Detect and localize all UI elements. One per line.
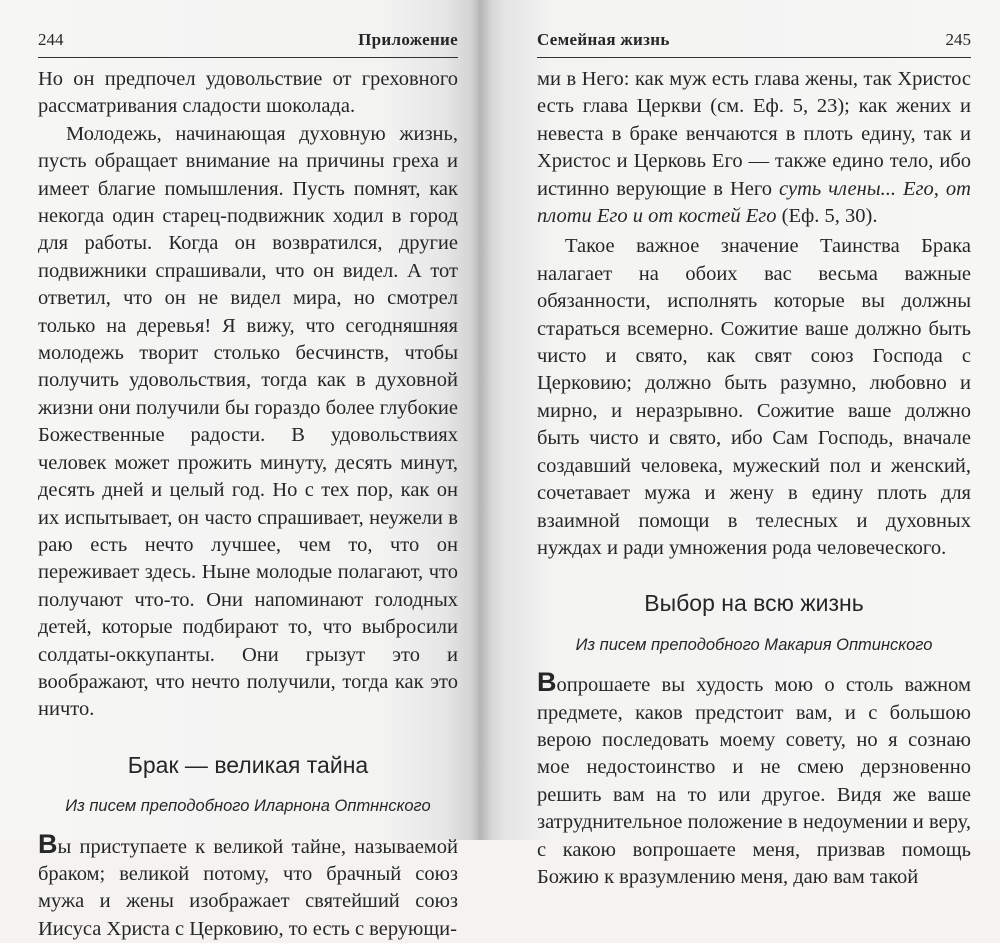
running-head-left	[38, 30, 458, 60]
drop-cap: В	[38, 828, 58, 859]
italic-quote: суть члены... Его, от плоти Его и от костей Его	[537, 177, 971, 228]
section-title: Выбор на всю жизнь	[644, 590, 864, 617]
section-subtitle: Из писем преподобного Макария Оптинского	[575, 635, 933, 654]
section-subtitle: Из писем преподобного Иларнона Оптннского	[65, 797, 431, 816]
page-number: 245	[945, 30, 971, 49]
drop-cap: В	[537, 667, 557, 698]
running-head-right	[537, 30, 971, 60]
paragraph	[537, 66, 971, 230]
paragraph	[38, 828, 458, 943]
paragraph-text: (Еф. 5, 30).	[776, 205, 878, 228]
book-gutter	[470, 0, 492, 840]
running-title: Семейная жизнь	[537, 30, 670, 49]
section-title: Брак — великая тайна	[127, 751, 369, 778]
paragraph-text: опрошаете вы худость мою о столь важном предмете, каков предстоит вам, и с большою верою последовать моему совету, но я сознаю мое недостоинство и не смею дерзновенно решить вам на то или другое. Видя же ваше затруднительное положение в недоумении и веру, с какою вопрошаете меня, призвав помощь Божию к вразумлению меня, даю вам такой	[537, 674, 971, 888]
right-body-text	[537, 66, 971, 891]
paragraph: Но он предпочел удовольствие от греховного рассматривания сладости шоколада.	[38, 68, 458, 118]
left-page	[0, 0, 478, 940]
paragraph: Молодежь, начинающая духовную жизнь, пусть обращает внимание на причины греха и имеет благие помышления. Пусть помнят, как некогда один старец-подвижник ходил в город для работы. Когда он возвратился, другие подвижники спрашивали, что он видел. А тот ответил, что он не видел мира, но смотрел только на деревья! Я вижу, что сегодняшняя молодежь творит столько бесчинств, чтобы получить удовольствия, тогда как в духовной жизни они получили бы гораздо более глубокие Божественные радости. В удовольствиях человек может прожить минуту, десять минут, десять дней и целый год. Но с тех пор, как он их испытывает, он часто спрашивает, неужели в раю есть нечто лучшее, чем то, что он переживает здесь. Ныне молодые полагают, что получают что-то. Они напоминают голодных детей, которые подбирают то, что выбросили солдаты-оккупанты. Они грызут это и воображают, что нечто получили, тогда как это ничто.	[38, 122, 458, 721]
running-title: Приложение	[358, 30, 458, 49]
header-rule	[537, 57, 971, 58]
paragraph-text: ы приступаете к великой тайне, называемой браком; великой потому, что брачный союз мужа и жены изображает святейший союз Иисуса Христа с Церковию, то есть с верующи-	[38, 835, 458, 940]
page-number: 244	[38, 30, 64, 49]
right-page	[478, 0, 1000, 888]
header-rule	[38, 57, 458, 58]
left-body-text	[38, 66, 458, 943]
paragraph-text: ми в Него: как муж есть глава жены, так Христос есть глава Церкви (см. Еф. 5, 23); как жених и невеста в браке венчаются в плоть едину, так и Христос и Церковь Его — также едино тело, ибо истинно верующие в Него	[537, 68, 971, 200]
paragraph	[537, 669, 971, 891]
paragraph: Такое важное значение Таинства Брака налагает на обоих вас весьма важные обязанности, исполнять которые вы должны стараться всемерно. Сожитие ваше должно быть чисто и свято, как свят союз Господа с Церковию; должно быть разумно, любовно и мирно, и неразрывно. Сожитие ваше должно быть чисто и свято, ибо Сам Господь, вначале создавший человека, мужеский пол и женский, сочетавает мужа и жену в едину плоть для взаимной помощи в телесных и духовных нуждах и ради умножения рода человеческого.	[537, 235, 971, 559]
